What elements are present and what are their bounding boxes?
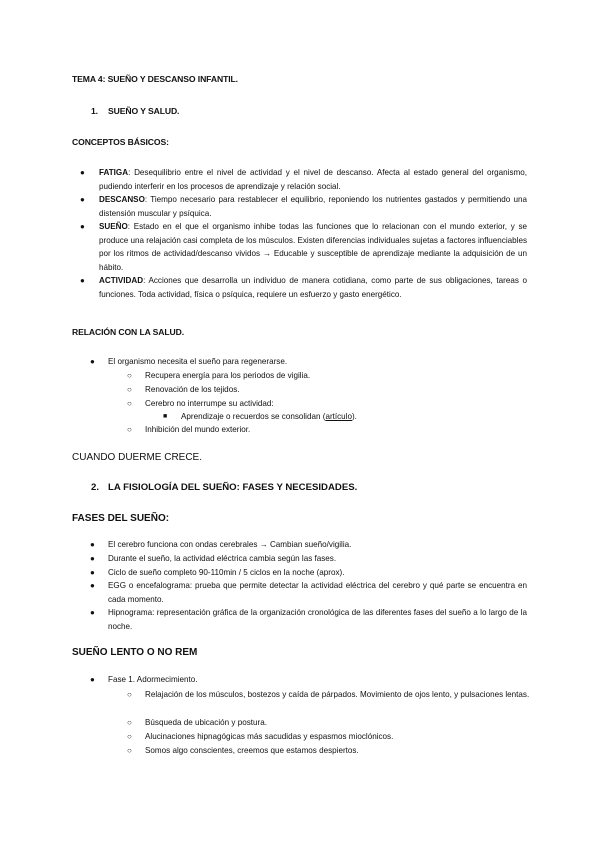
- concept-actividad: ACTIVIDAD: Acciones que desarrolla un individuo de manera cotidiana, como parte de sus obligaciones, tareas o funciones. Toda actividad, física o psíquica, requiere un esfuerzo y gasto energético.: [99, 276, 527, 299]
- section-1-title: SUEÑO Y SALUD.: [108, 106, 180, 116]
- lento-heading: SUEÑO LENTO O NO REM: [72, 647, 198, 658]
- bullet-icon: ●: [90, 675, 95, 684]
- concept-descanso: DESCANSO: Tiempo necesario para restablecer el equilibrio, reponiendo los nutrientes gastados y permitiendo una distensión muscular y psíquica.: [99, 195, 527, 218]
- concept-term: SUEÑO: [99, 222, 128, 231]
- lento-sub-2: Búsqueda de ubicación y postura.: [145, 718, 267, 727]
- bullet-icon: ●: [90, 554, 95, 563]
- section-1-number: 1.: [91, 106, 98, 116]
- circle-bullet-icon: ○: [127, 425, 132, 434]
- circle-bullet-icon: ○: [127, 690, 132, 699]
- document-title: TEMA 4: SUEÑO Y DESCANSO INFANTIL.: [72, 74, 238, 84]
- relacion-sub-3: Cerebro no interrumpe su actividad:: [145, 399, 274, 408]
- concept-term: FATIGA: [99, 168, 129, 177]
- square-bullet-icon: ■: [163, 413, 168, 420]
- lento-sub-4: Somos algo conscientes, creemos que estamos despiertos.: [145, 746, 359, 755]
- concept-definition: Acciones que desarrolla un individuo de manera cotidiana, como parte de sus obligaciones, tareas o funciones. Toda actividad, física o psíquica, requiere un esfuerzo y gasto energético.: [99, 276, 527, 299]
- concept-fatiga: FATIGA: Desequilibrio entre el nivel de actividad y el nivel de descanso. Afecta al estado general del organismo, pudiendo interferir en los procesos de aprendizaje y relación social.: [99, 168, 527, 191]
- relacion-subsub: Aprendizaje o recuerdos se consolidan (artículo).: [181, 412, 357, 421]
- concept-definition: Tiempo necesario para restablecer el equilibrio, reponiendo los nutrientes gastados y permitiendo una distensión muscular y psíquica.: [99, 195, 527, 218]
- circle-bullet-icon: ○: [127, 399, 132, 408]
- fases-item-4: EGG o encefalograma: prueba que permite detectar la actividad eléctrica del cerebro y qué parte se encuentra en cada momento.: [108, 581, 527, 604]
- circle-bullet-icon: ○: [127, 371, 132, 380]
- circle-bullet-icon: ○: [127, 385, 132, 394]
- bullet-icon: ●: [80, 222, 85, 231]
- concept-term: ACTIVIDAD: [99, 276, 144, 285]
- cuando-duerme-crece: CUANDO DUERME CRECE.: [72, 452, 203, 463]
- circle-bullet-icon: ○: [127, 718, 132, 727]
- relacion-sub-1: Recupera energía para los periodos de vigilia.: [145, 371, 311, 380]
- relacion-sub-4: Inhibición del mundo exterior.: [145, 425, 251, 434]
- articulo-link[interactable]: artículo: [325, 412, 352, 421]
- section-2-number: 2.: [91, 482, 100, 493]
- fases-item-3: Ciclo de sueño completo 90-110min / 5 ciclos en la noche (aprox).: [108, 568, 345, 577]
- fase-1: Fase 1. Adormecimiento.: [108, 675, 198, 684]
- lento-sub-1: Relajación de los músculos, bostezos y caída de párpados. Movimiento de ojos lento, y pulsaciones lentas.: [145, 690, 530, 699]
- bullet-icon: ●: [80, 276, 85, 285]
- bullet-icon: ●: [80, 195, 85, 204]
- relacion-sub-2: Renovación de los tejidos.: [145, 385, 240, 394]
- relacion-heading: RELACIÓN CON LA SALUD.: [72, 327, 185, 337]
- fases-item-5: Hipnograma: representación gráfica de la organización cronológica de las diferentes fases del sueño a lo largo de la noche.: [108, 608, 527, 631]
- fases-heading: FASES DEL SUEÑO:: [72, 513, 170, 524]
- conceptos-heading: CONCEPTOS BÁSICOS:: [72, 137, 169, 147]
- concept-definition: Desequilibrio entre el nivel de actividad y el nivel de descanso. Afecta al estado general del organismo, pudiendo interferir en los procesos de aprendizaje y relación social.: [99, 168, 527, 191]
- bullet-icon: ●: [90, 568, 95, 577]
- circle-bullet-icon: ○: [127, 732, 132, 741]
- bullet-icon: ●: [90, 540, 95, 549]
- bullet-icon: ●: [90, 357, 95, 366]
- concept-sueno: SUEÑO: Estado en el que el organismo inhibe todas las funciones que lo relacionan con el mundo exterior, y se produce una relajación casi completa de los músculos. Existen diferencias individuales sujetas a factores influenciables por los ritmos de actividad/descanso vividos → Educable y susceptible de aprendizaje mediante la adquisición de un hábito.: [99, 222, 527, 272]
- concept-term: DESCANSO: [99, 195, 145, 204]
- bullet-icon: ●: [90, 581, 95, 590]
- bullet-icon: ●: [80, 168, 85, 177]
- lento-sub-3: Alucinaciones hipnagógicas más sacudidas y espasmos mioclónicos.: [145, 732, 394, 741]
- relacion-main: El organismo necesita el sueño para regenerarse.: [108, 357, 288, 366]
- bullet-icon: ●: [90, 608, 95, 617]
- concept-definition: Estado en el que el organismo inhibe todas las funciones que lo relacionan con el mundo exterior, y se produce una relajación casi completa de los músculos. Existen diferencias individuales sujetas a factores influenciables por los ritmos de actividad/descanso vividos → Educable y susceptible de aprendizaje mediante la adquisición de un hábito.: [99, 222, 527, 272]
- circle-bullet-icon: ○: [127, 746, 132, 755]
- fases-item-2: Durante el sueño, la actividad eléctrica cambia según las fases.: [108, 554, 337, 563]
- section-2-title: LA FISIOLOGÍA DEL SUEÑO: FASES Y NECESIDADES.: [108, 482, 358, 493]
- fases-item-1: El cerebro funciona con ondas cerebrales → Cambian sueño/vigilia.: [108, 540, 352, 549]
